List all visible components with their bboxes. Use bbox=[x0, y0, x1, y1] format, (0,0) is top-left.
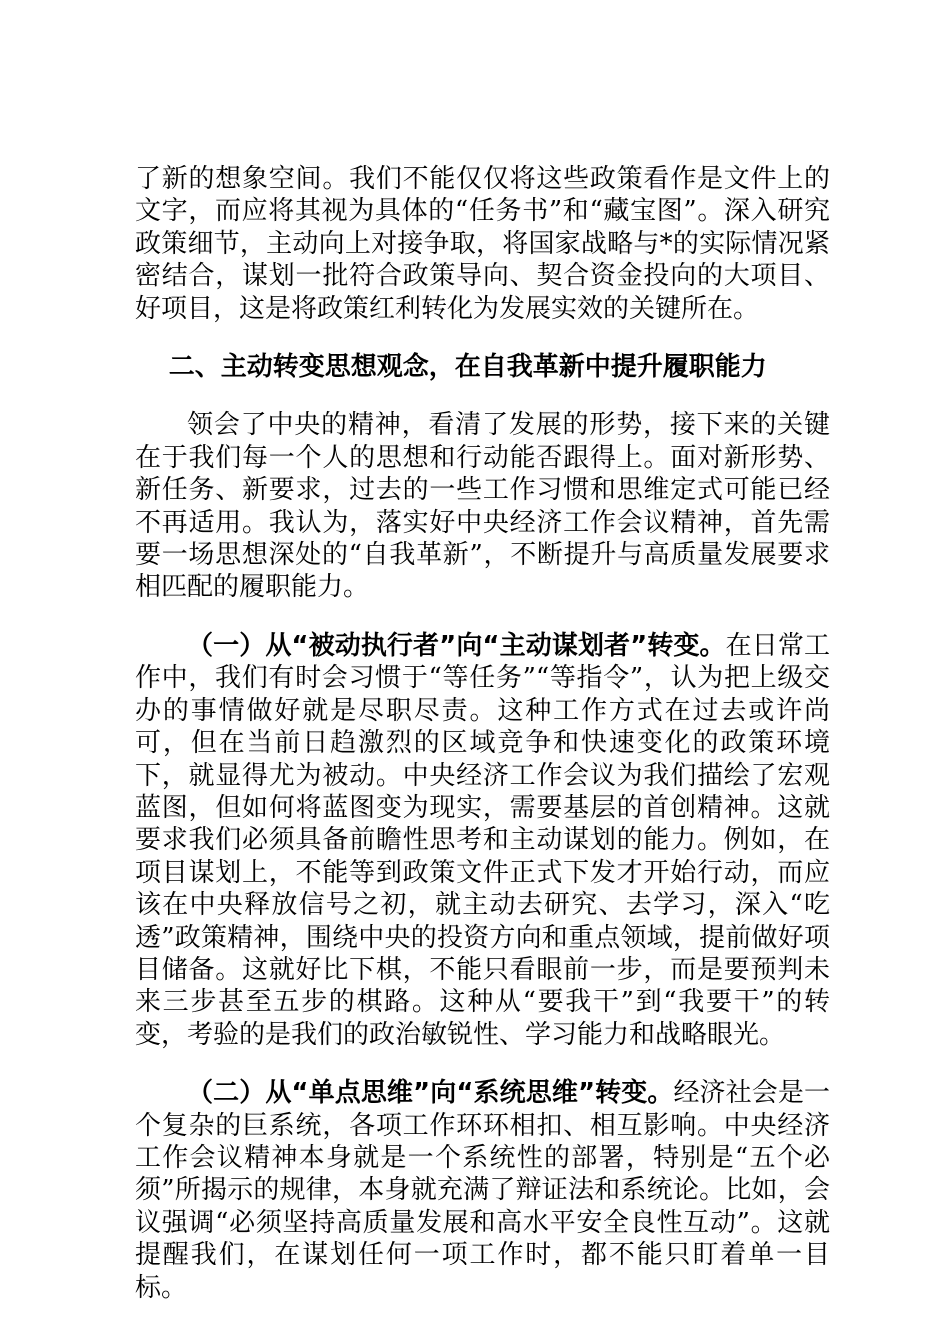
section-heading-2: 二、主动转变思想观念，在自我革新中提升履职能力 bbox=[168, 352, 767, 383]
paragraph-section-2-intro: 领会了中央的精神，看清了发展的形势，接下来的关键在于我们每一个人的思想和行动能否跟得上。面对新形势、新任务、新要求，过去的一些工作习惯和思维定式可能已经不再适用。我认为，落实好中央经济工作会议精神，首先需要一场思想深处的“自我革新”，不断提升与高质量发展要求相匹配的履职能力。 bbox=[135, 410, 830, 603]
subsection-1-body: 在日常工作中，我们有时会习惯于“等任务”“等指令”，认为把上级交办的事情做好就是尽职尽责。这种工作方式在过去或许尚可，但在当前日趋激烈的区域竞争和快速变化的政策环境下，就显得尤为被动。中央经济工作会议为我们描绘了宏观蓝图，但如何将蓝图变为现实，需要基层的首创精神。这就要求我们必须具备前瞻性思考和主动谋划的能力。例如，在项目谋划上，不能等到政策文件正式下发才开始行动，而应该在中央释放信号之初，就主动去研究、去学习，深入“吃透”政策精神，围绕中央的投资方向和重点领域，提前做好项目储备。这就好比下棋，不能只看眼前一步，而是要预判未来三步甚至五步的棋路。这种从“要我干”到“我要干”的转变，考验的是我们的政治敏锐性、学习能力和战略眼光。 bbox=[135, 630, 830, 1050]
document-page bbox=[135, 163, 830, 1304]
subsection-2-lead: （二）从“单点思维”向“系统思维”转变。 bbox=[187, 1078, 674, 1109]
subsection-2-body: 经济社会是一个复杂的巨系统，各项工作环环相扣、相互影响。中央经济工作会议精神本身就是一个系统性的部署，特别是“五个必须”所揭示的规律，本身就充满了辩证法和系统论。比如，会议强调“必须坚持高质量发展和高水平安全良性互动”。这就提醒我们，在谋划任何一项工作时，都不能只盯着单一目标。 bbox=[135, 1078, 830, 1303]
paragraph-subsection-2 bbox=[135, 1077, 830, 1304]
subsection-1-lead: （一）从“被动执行者”向“主动谋划者”转变。 bbox=[187, 630, 726, 661]
paragraph-subsection-1 bbox=[135, 630, 830, 1051]
paragraph-continuation: 了新的想象空间。我们不能仅仅将这些政策看作是文件上的文字，而应将其视为具体的“任务书”和“藏宝图”。深入研究政策细节，主动向上对接争取，将国家战略与*的实际情况紧密结合，谋划一批符合政策导向、契合资金投向的大项目、好项目，这是将政策红利转化为发展实效的关键所在。 bbox=[135, 164, 830, 324]
